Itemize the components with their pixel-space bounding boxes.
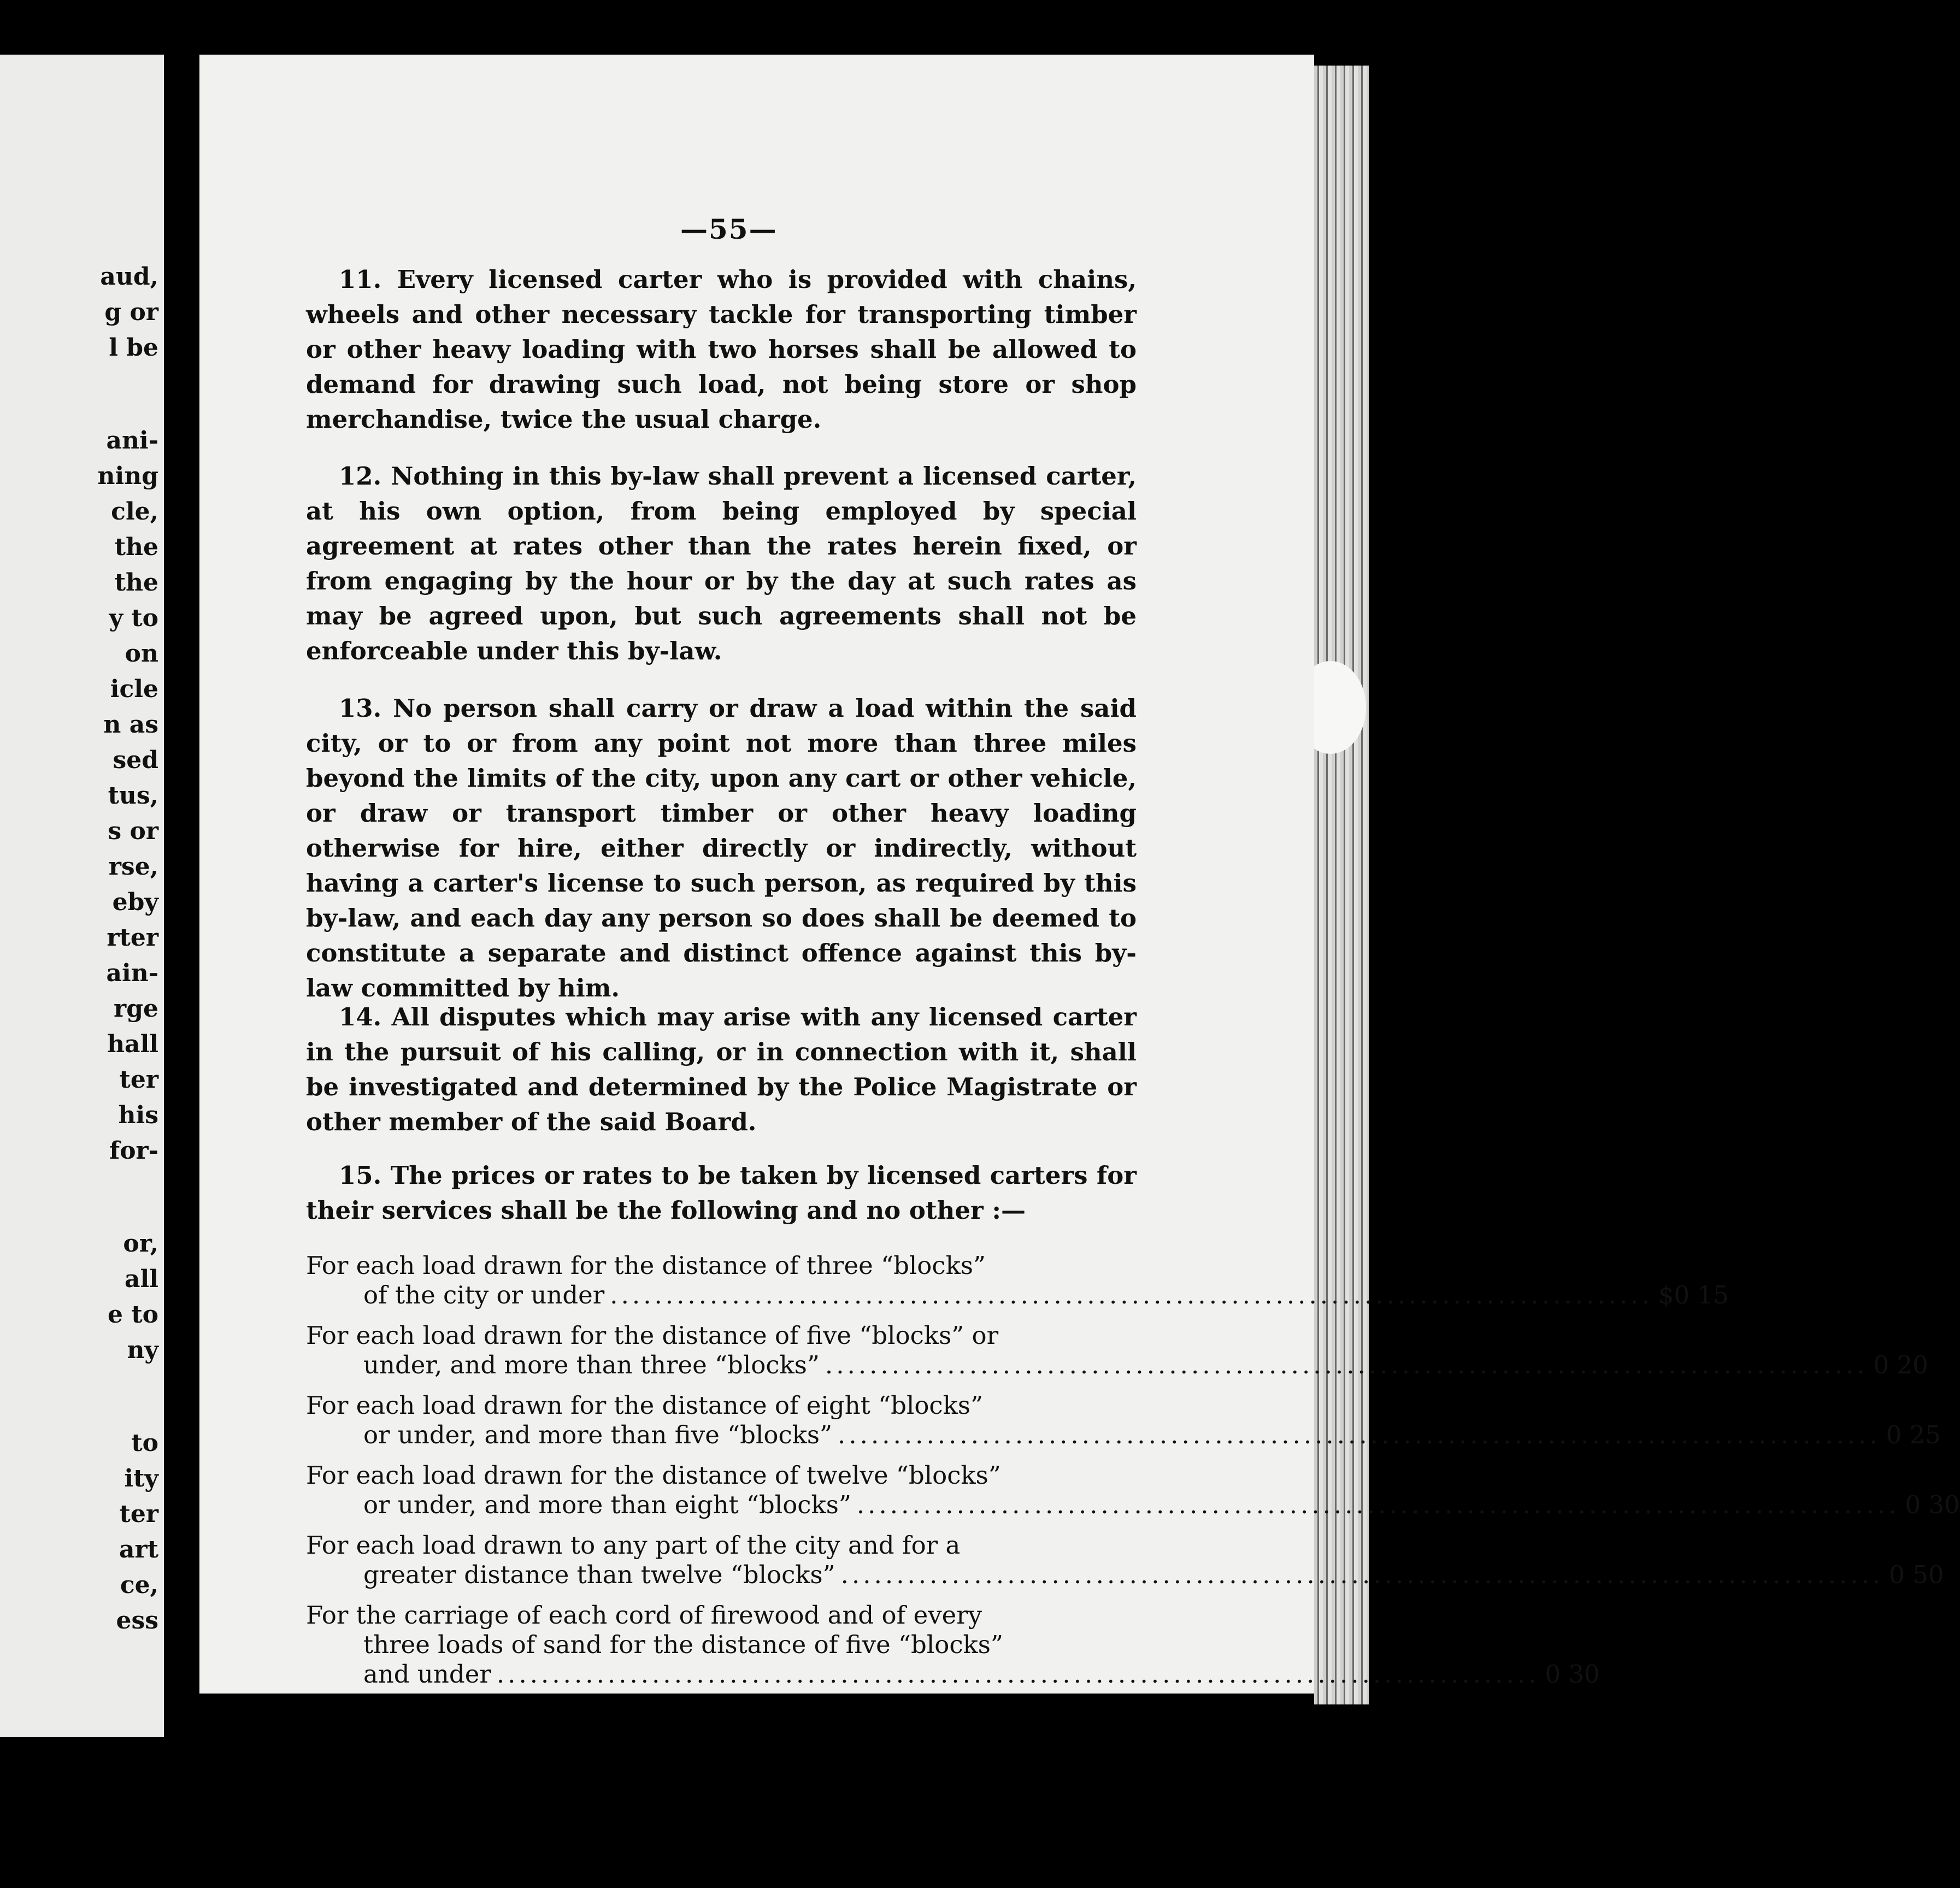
facing-page-text: for- (109, 1137, 158, 1165)
rate-description: For each load drawn for the distance of twelve “blocks” (306, 1461, 1001, 1490)
rate-description: For each load drawn to any part of the city and for a (306, 1531, 961, 1560)
facing-page-text: g or (104, 298, 158, 326)
facing-page-text: aud, (100, 263, 158, 291)
rate-price: 0 20 (1873, 1350, 1928, 1379)
facing-page-text: l be (109, 334, 158, 362)
rate-line (306, 1350, 1928, 1380)
dot-leader: .............................................................................................. (610, 1281, 1653, 1309)
facing-page-text: his (118, 1101, 158, 1129)
facing-page-text: rse, (108, 853, 158, 881)
facing-page-text: hall (107, 1030, 158, 1058)
facing-page-text: e to (108, 1301, 158, 1329)
paragraph-14 (306, 1000, 1137, 1140)
facing-page-text: ny (127, 1336, 158, 1364)
facing-page-text: or, (123, 1230, 158, 1258)
paragraph-text: No person shall carry or draw a load within the said city, or to or from any point not more than three miles beyond the limits of the city, upon any cart or other vehicle, or draw or transport timber or other heavy loading otherwise for hire, either directly or indirectly, without having a carter's license to such person, as required by this by-law, and each day any person so does shall be deemed to constitute a separate and distinct offence against this by-law committed by him. (306, 694, 1137, 1002)
rate-row (306, 1391, 1941, 1450)
facing-page-text: to (131, 1429, 158, 1457)
facing-page-text: tus, (108, 782, 158, 810)
rate-line (306, 1420, 1941, 1450)
paragraph-number: 13. (339, 694, 382, 723)
rate-price: 0 30 (1545, 1660, 1600, 1689)
facing-page-text: y to (109, 604, 158, 632)
facing-page-text: the (114, 569, 158, 597)
facing-page-text: rter (107, 924, 158, 952)
rate-description: For each load drawn for the distance of three “blocks” (306, 1251, 986, 1280)
rate-description-cont: of the city or under (363, 1281, 605, 1309)
facing-page-text: eby (112, 888, 158, 916)
paragraph-15 (306, 1158, 1137, 1228)
facing-page-text: ning (97, 462, 158, 490)
rate-price: 0 30 (1905, 1490, 1960, 1519)
rate-line (306, 1490, 1960, 1520)
dot-leader: .............................................................................................. (825, 1350, 1868, 1379)
rate-price: 0 50 (1889, 1560, 1944, 1589)
facing-page-text: sed (113, 746, 158, 774)
facing-page-text: ter (119, 1066, 158, 1094)
dot-leader: .............................................................................................. (838, 1420, 1881, 1449)
paragraph-number: 12. (339, 462, 382, 491)
rate-row (306, 1531, 1944, 1590)
facing-page-text: cle, (111, 498, 158, 526)
paragraph-text: Every licensed carter who is provided with chains, wheels and other necessary tackle for transporting timber or other heavy loading with two horses shall be allowed to demand for drawing such load, not being store or shop merchandise, twice the usual charge. (306, 265, 1137, 434)
page-edge (1314, 66, 1369, 1704)
rate-price: 0 25 (1886, 1420, 1941, 1449)
paragraph-number: 11. (339, 265, 382, 294)
facing-page-text: on (125, 640, 158, 668)
paragraph-text: The prices or rates to be taken by licensed carters for their services shall be the following and no other :— (306, 1161, 1137, 1225)
rate-row (306, 1321, 1928, 1380)
rate-row (306, 1251, 1729, 1310)
rate-description-cont: three loads of sand for the distance of five “blocks” (363, 1630, 1003, 1659)
paragraph-text: Nothing in this by-law shall prevent a licensed carter, at his own option, from being employed by special agreement at rates other than the rates herein fixed, or from engaging by the hour or by the day at such rates as may be agreed upon, but such agreements shall not be enforceable under this by-law. (306, 462, 1137, 665)
dot-leader: .............................................................................................. (496, 1660, 1540, 1689)
facing-page-text: all (125, 1265, 158, 1293)
paragraph-number: 14. (339, 1002, 382, 1031)
paragraph-12 (306, 459, 1137, 669)
page-number: —55— (680, 213, 778, 245)
paragraph-text: All disputes which may arise with any licensed carter in the pursuit of his calling, or in connection with it, shall be investigated and determined by the Police Magistrate or other member of the said Board. (306, 1002, 1137, 1136)
facing-page-text: ter (119, 1500, 158, 1528)
facing-page-text: ain- (106, 959, 158, 987)
facing-page-text: ce, (120, 1571, 158, 1599)
rate-description-cont: or under, and more than eight “blocks” (363, 1490, 851, 1519)
dot-leader: .............................................................................................. (840, 1560, 1884, 1589)
facing-page-text: the (114, 533, 158, 561)
facing-page-text: ani- (106, 427, 158, 455)
paragraph-number: 15. (339, 1161, 382, 1190)
facing-page-text: ity (124, 1465, 158, 1492)
facing-page-text: icle (110, 675, 158, 703)
rate-description-cont: greater distance than twelve “blocks” (363, 1560, 835, 1589)
rate-price: $0 15 (1658, 1281, 1729, 1309)
facing-page (0, 55, 164, 1737)
rate-description-cont: and under (363, 1660, 491, 1689)
book-page (199, 55, 1960, 1694)
paragraph-13 (306, 691, 1137, 1006)
rate-row (306, 1601, 1600, 1689)
rate-description: For the carriage of each cord of firewood and of every (306, 1601, 982, 1630)
facing-page-text: rge (114, 995, 158, 1023)
facing-page-text: art (119, 1536, 158, 1564)
facing-page-text: s or (108, 817, 158, 845)
facing-page-text: n as (103, 711, 158, 739)
facing-page-text: ess (116, 1607, 158, 1635)
rate-description-cont: under, and more than three “blocks” (363, 1350, 820, 1379)
rate-line (306, 1281, 1729, 1310)
rate-description: For each load drawn for the distance of five “blocks” or (306, 1321, 999, 1350)
dot-leader: .............................................................................................. (856, 1490, 1900, 1519)
rate-line (306, 1560, 1944, 1590)
rate-row (306, 1461, 1960, 1520)
rate-line (306, 1660, 1600, 1689)
rate-description: For each load drawn for the distance of eight “blocks” (306, 1391, 983, 1420)
rate-description-cont: or under, and more than five “blocks” (363, 1420, 833, 1449)
paragraph-11 (306, 262, 1137, 437)
